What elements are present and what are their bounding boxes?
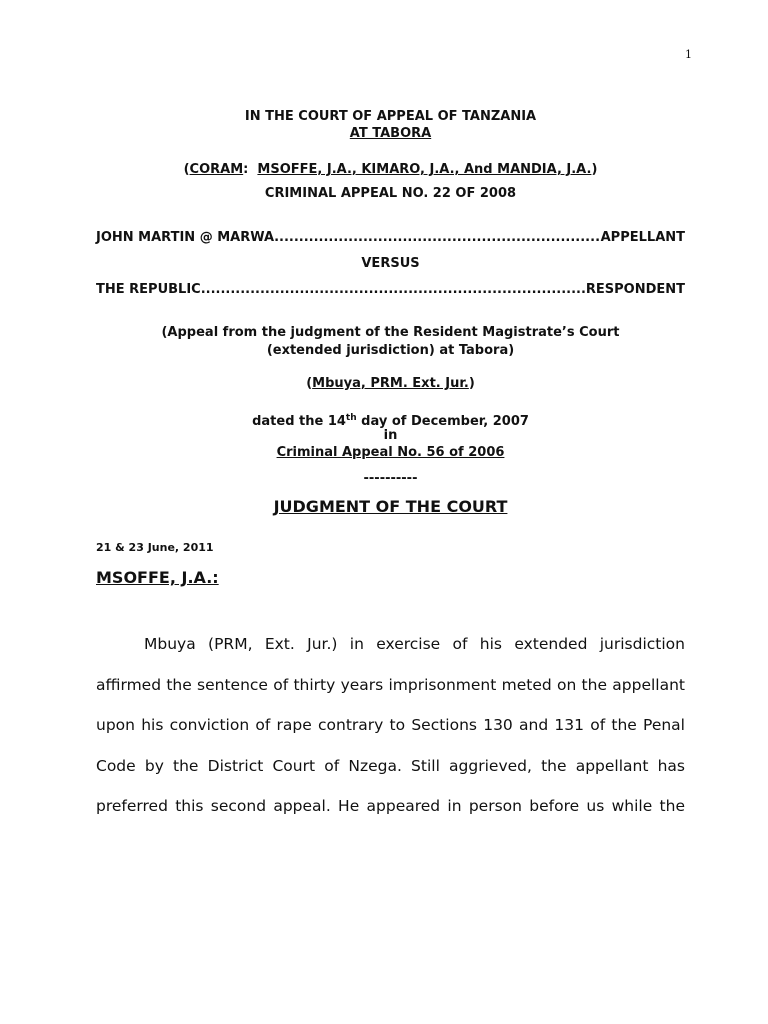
judge-name: Mbuya, PRM. Ext. Jur.: [312, 376, 469, 391]
judgment-body: [96, 624, 685, 827]
coram-line: [96, 162, 685, 178]
body-line: Code by the District Court of Nzega. Still aggrieved, the appellant has: [96, 756, 685, 775]
separator: ----------: [363, 471, 418, 486]
judgment-author: MSOFFE, J.A.:: [96, 568, 219, 587]
judgment-title: JUDGMENT OF THE COURT: [273, 497, 508, 516]
coram-judges: MSOFFE, J.A., KIMARO, J.A., And MANDIA, J.A.: [257, 162, 592, 177]
judge-close: ): [468, 376, 475, 391]
appellant-name: JOHN MARTIN @ MARWA: [96, 230, 275, 245]
judgment-title-line: [96, 497, 685, 517]
leader-dots: [201, 282, 586, 298]
in-line: in: [383, 428, 398, 443]
court-location: [96, 126, 685, 142]
body-line: upon his conviction of rape contrary to Sections 130 and 131 of the Penal: [96, 716, 685, 734]
judgment-dates: 21 & 23 June, 2011: [96, 541, 214, 554]
page-number: 1: [685, 48, 692, 61]
body-line: affirmed the sentence of thirty years imprisonment meted on the appellant: [96, 675, 685, 694]
coram-colon: :: [243, 162, 258, 177]
respondent-line: [96, 282, 685, 298]
lower-court-judge: [96, 376, 685, 392]
leader-dots: [274, 230, 601, 246]
appellant-line: [96, 230, 685, 246]
dated-sup: th: [345, 413, 357, 423]
versus: VERSUS: [361, 256, 420, 271]
dated-prefix: dated the 14: [252, 414, 346, 429]
body-line: Mbuya (PRM, Ext. Jur.) in exercise of his extended jurisdiction: [144, 635, 685, 653]
appellant-role: APPELLANT: [600, 230, 685, 245]
lower-case: Criminal Appeal No. 56 of 2006: [276, 445, 505, 460]
coram-label: CORAM: [189, 162, 244, 177]
court-title: IN THE COURT OF APPEAL OF TANZANIA: [244, 109, 537, 124]
coram-close: ): [591, 162, 598, 177]
respondent-name: THE REPUBLIC: [96, 282, 201, 297]
court-location-text: AT TABORA: [349, 126, 432, 141]
origin-line-2: (extended jurisdiction) at Tabora): [266, 343, 515, 358]
origin-line-1: (Appeal from the judgment of the Resident Magistrate’s Court: [161, 325, 620, 340]
coram-open: (: [183, 162, 190, 177]
judge-open: (: [306, 376, 313, 391]
appeal-number: CRIMINAL APPEAL NO. 22 OF 2008: [264, 186, 517, 201]
dated-suffix: day of December, 2007: [356, 414, 529, 429]
body-line: preferred this second appeal. He appeared in person before us while the: [96, 797, 685, 815]
dated-line: [96, 410, 685, 430]
lower-case-line: [96, 445, 685, 461]
respondent-role: RESPONDENT: [585, 282, 685, 297]
